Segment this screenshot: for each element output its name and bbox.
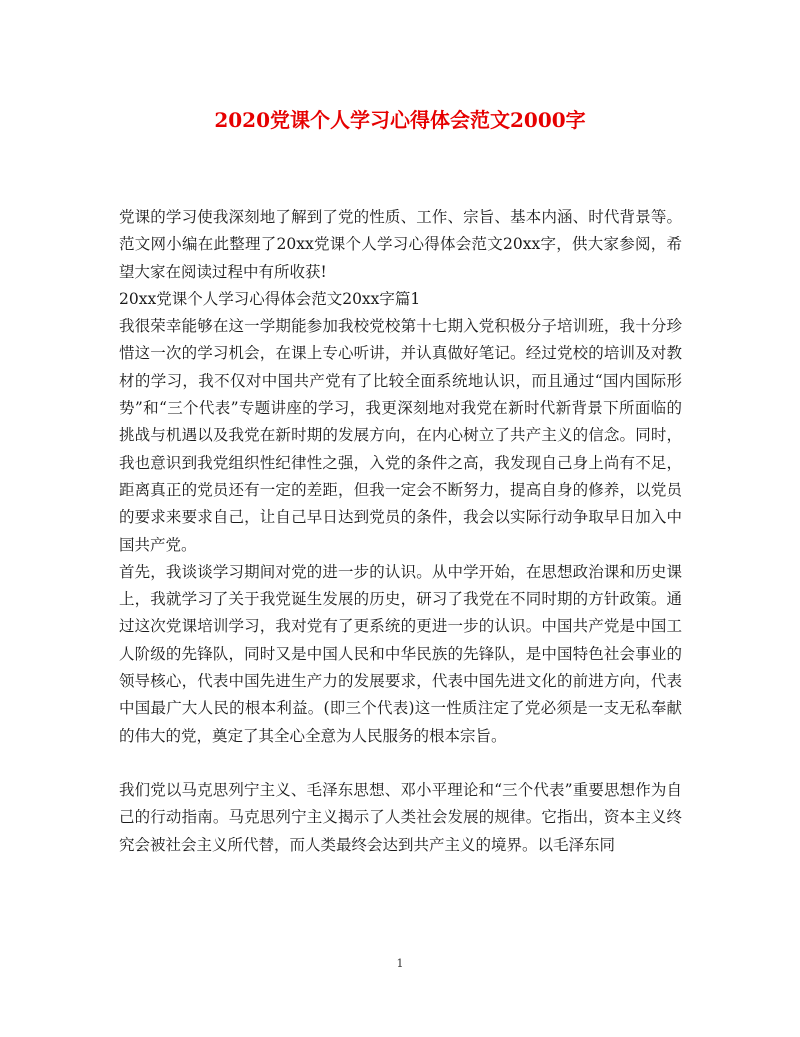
- document-body: [119, 204, 682, 859]
- paragraph-gap: [119, 750, 682, 777]
- intro-paragraph: 党课的学习使我深刻地了解到了党的性质、工作、宗旨、基本内涵、时代背景等。范文网小编在此整理了20xx党课个人学习心得体会范文20xx字，供大家参阅，希望大家在阅读过程中有所收获!: [119, 208, 682, 281]
- section-heading: 20xx党课个人学习心得体会范文20xx字篇1: [119, 289, 421, 308]
- page-number: 1: [396, 957, 404, 970]
- body-paragraph: 我们党以马克思列宁主义、毛泽东思想、邓小平理论和“三个代表”重要思想作为自己的行动指南。马克思列宁主义揭示了人类社会发展的规律。它指出，资本主义终究会被社会主义所代替，而人类最终会达到共产主义的境界。以毛泽东同: [119, 780, 682, 854]
- document-title: 2020党课个人学习心得体会范文2000字: [214, 108, 586, 132]
- body-paragraph: 首先，我谈谈学习期间对党的进一步的认识。从中学开始，在思想政治课和历史课上，我就学习了关于我党诞生发展的历史，研习了我党在不同时期的方针政策。通过这次党课培训学习，我对党有了更系统的更进一步的认识。中国共产党是中国工人阶级的先锋队，同时又是中国人民和中华民族的先锋队，是中国特色社会事业的领导核心，代表中国先进生产力的发展要求，代表中国先进文化的前进方向，代表中国最广大人民的根本利益。(即三个代表)这一性质注定了党必须是一支无私奉献的伟大的党，奠定了其全心全意为人民服务的根本宗旨。: [119, 562, 682, 745]
- body-paragraph: 我很荣幸能够在这一学期能参加我校党校第十七期入党积极分子培训班，我十分珍惜这一次的学习机会，在课上专心听讲，并认真做好笔记。经过党校的培训及对教材的学习，我不仅对中国共产党有了比较全面系统地认识，而且通过“国内国际形势”和“三个代表”专题讲座的学习，我更深刻地对我党在新时代新背景下所面临的挑战与机遇以及我党在新时期的发展方向，在内心树立了共产主义的信念。同时，我也意识到我党组织性纪律性之强，入党的条件之高，我发现自己身上尚有不足，距离真正的党员还有一定的差距，但我一定会不断努力，提高自身的修养，以党员的要求来要求自己，让自己早日达到党员的条件，我会以实际行动争取早日加入中国共产党。: [119, 317, 682, 554]
